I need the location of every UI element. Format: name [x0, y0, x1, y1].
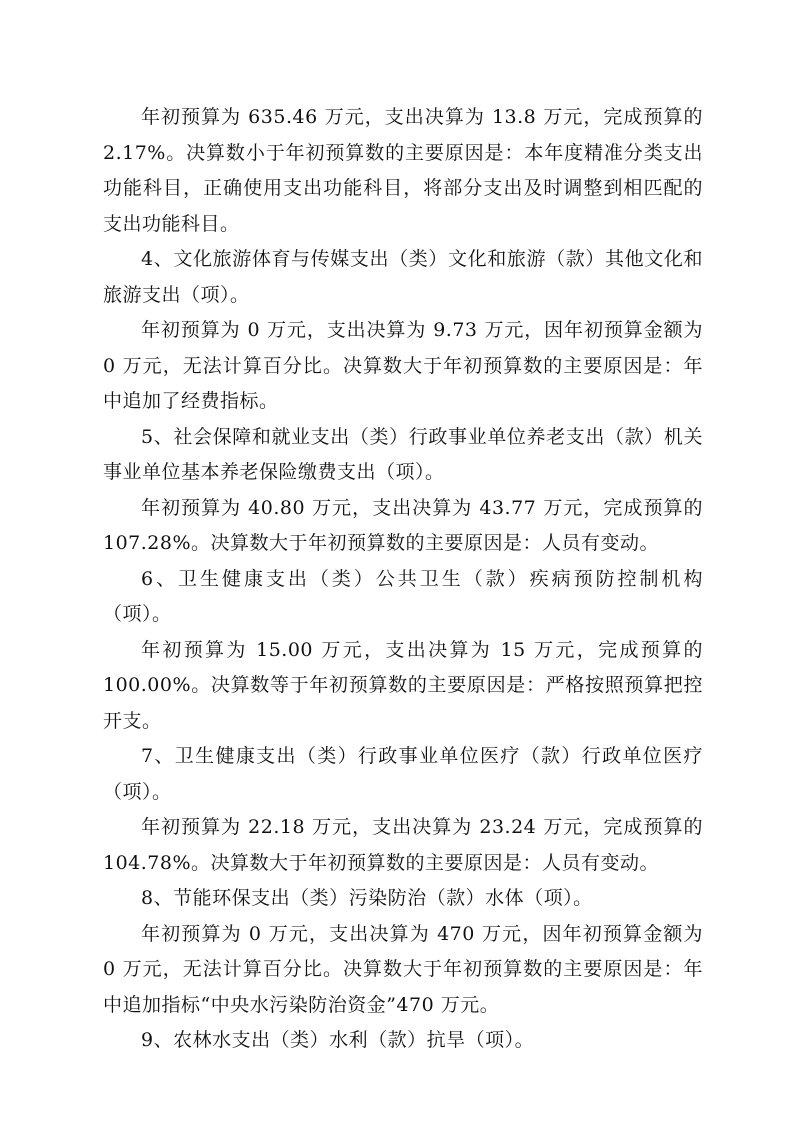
paragraph-budget-104-78: 年初预算为 22.18 万元，支出决算为 23.24 万元，完成预算的 104.78%。决算数大于年初预算数的主要原因是：人员有变动。: [103, 816, 703, 874]
paragraph-budget-107-28: 年初预算为 40.80 万元，支出决算为 43.77 万元，完成预算的 107.28%。决算数大于年初预算数的主要原因是：人员有变动。: [103, 496, 703, 554]
paragraph-budget-2-17: 年初预算为 635.46 万元，支出决算为 13.8 万元，完成预算的 2.17%。决算数小于年初预算数的主要原因是：本年度精准分类支出功能科目，正确使用支出功能科目，将部分支出及时调整到相匹配的支出功能科目。: [103, 106, 703, 235]
paragraph-budget-100-00: 年初预算为 15.00 万元，支出决算为 15 万元，完成预算的 100.00%。决算数等于年初预算数的主要原因是：严格按照预算把控开支。: [103, 638, 703, 732]
heading-item-4-culture-tourism: 4、文化旅游体育与传媒支出（类）文化和旅游（款）其他文化和旅游支出（项）。: [103, 248, 703, 306]
heading-item-9-agriculture: 9、农林水支出（类）水利（款）抗旱（项）。: [141, 1029, 535, 1051]
paragraph-budget-9-73: 年初预算为 0 万元，支出决算为 9.73 万元，因年初预算金额为 0 万元，无法计算百分比。决算数大于年初预算数的主要原因是：年中追加了经费指标。: [103, 319, 703, 412]
document-body: [103, 100, 703, 1059]
heading-item-7-medical: 7、卫生健康支出（类）行政事业单位医疗（款）行政单位医疗（项）。: [103, 745, 703, 803]
paragraph-budget-470: 年初预算为 0 万元，支出决算为 470 万元，因年初预算金额为 0 万元，无法计算百分比。决算数大于年初预算数的主要原因是：年中追加指标“中央水污染防治资金”470 万元。: [103, 922, 703, 1016]
heading-item-5-social-security: 5、社会保障和就业支出（类）行政事业单位养老支出（款）机关事业单位基本养老保险缴费支出（项）。: [103, 425, 703, 483]
heading-item-6-disease-control: 6、卫生健康支出（类）公共卫生（款）疾病预防控制机构（项）。: [103, 567, 703, 625]
heading-item-8-environment: 8、节能环保支出（类）污染防治（款）水体（项）。: [141, 887, 593, 909]
